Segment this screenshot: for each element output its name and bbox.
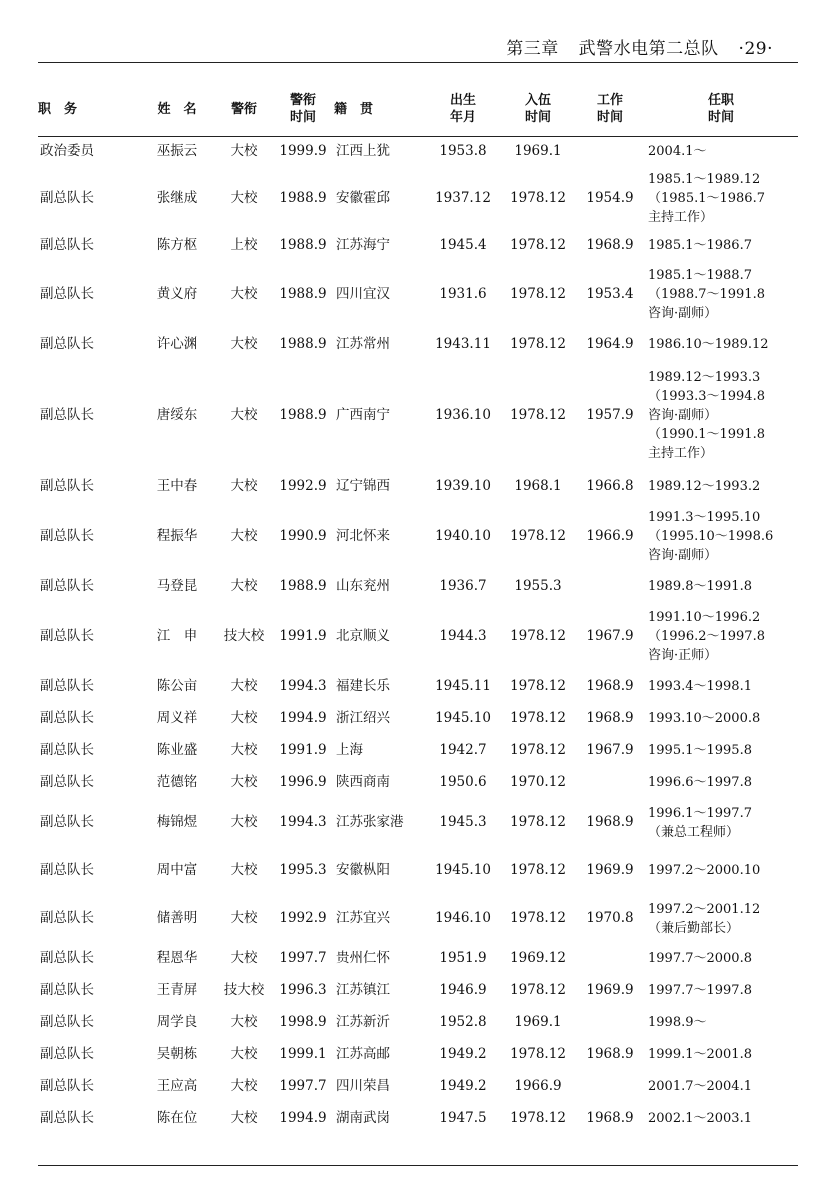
col-enlist-cell: 1969.1 <box>514 1014 562 1030</box>
col-native-place-cell: 浙江绍兴 <box>336 710 390 726</box>
col-birth-cell: 1946.10 <box>435 910 491 926</box>
chapter-label: 第三章 <box>506 39 559 59</box>
table-body <box>38 137 798 1135</box>
col-rank-cell: 大校 <box>230 1110 258 1126</box>
col-name-cell: 储善明 <box>156 910 198 926</box>
col-position-cell: 副总队长 <box>40 774 94 790</box>
col-native-place-cell: 山东兖州 <box>336 578 390 594</box>
col-work-cell: 1957.9 <box>586 407 634 423</box>
col-rank-cell: 大校 <box>230 814 258 830</box>
col-birth-cell: 1942.7 <box>439 742 487 758</box>
col-rank-date-cell: 1991.9 <box>279 628 327 644</box>
col-name-cell: 王中春 <box>156 478 198 494</box>
col-native-place-cell: 四川宜汉 <box>336 286 390 302</box>
table-header-row <box>38 82 798 137</box>
table-row <box>38 231 798 261</box>
col-rank-date-cell: 1995.3 <box>279 862 327 878</box>
col-term-cell: 1997.2～2001.12 （兼后勤部长） <box>648 901 761 936</box>
col-work-cell: 1968.9 <box>586 1110 634 1126</box>
col-term-cell: 1989.8～1991.8 <box>648 579 752 594</box>
col-name-cell: 陈公亩 <box>156 678 198 694</box>
col-work-cell: 1968.9 <box>586 710 634 726</box>
col-rank-cell: 大校 <box>230 862 258 878</box>
table-row <box>38 799 798 847</box>
col-position-cell: 副总队长 <box>40 1046 94 1062</box>
table-row <box>38 943 798 975</box>
col-name-cell: 黄义府 <box>156 286 198 302</box>
col-enlist-cell: 1978.12 <box>510 528 566 544</box>
col-enlist-cell: 1978.12 <box>510 190 566 206</box>
top-rule <box>38 62 798 63</box>
col-work-cell <box>576 767 644 799</box>
col-native-place-cell: 辽宁锦西 <box>336 478 390 494</box>
col-name-cell: 梅锦煜 <box>156 814 198 830</box>
col-rank-cell: 大校 <box>230 190 258 206</box>
table-row <box>38 329 798 361</box>
col-birth-cell: 1936.7 <box>439 578 487 594</box>
col-work-cell: 1954.9 <box>586 190 634 206</box>
col-enlist-cell: 1968.1 <box>514 478 562 494</box>
col-enlist-cell: 1978.12 <box>510 336 566 352</box>
col-work-cell: 1967.9 <box>586 628 634 644</box>
col-rank-cell: 大校 <box>230 678 258 694</box>
col-native-place-cell: 江苏新沂 <box>336 1014 390 1030</box>
col-rank-date-cell: 1988.9 <box>279 407 327 423</box>
col-position-header: 职 务 <box>38 82 138 137</box>
col-enlist-cell: 1978.12 <box>510 742 566 758</box>
col-name-cell: 王青屏 <box>156 982 198 998</box>
col-native-place-cell: 河北怀来 <box>336 528 390 544</box>
col-term-cell: 1995.1～1995.8 <box>648 743 752 758</box>
col-work-cell: 1967.9 <box>586 742 634 758</box>
col-rank-cell: 大校 <box>230 910 258 926</box>
col-native-place-cell: 贵州仁怀 <box>336 950 390 966</box>
col-birth-cell: 1949.2 <box>439 1078 487 1094</box>
table-row <box>38 261 798 329</box>
table-row <box>38 895 798 943</box>
col-native-place-cell: 江苏镇江 <box>336 982 390 998</box>
col-position-cell: 副总队长 <box>40 678 94 694</box>
col-name-cell: 范德铭 <box>156 774 198 790</box>
col-name-cell: 周义祥 <box>156 710 198 726</box>
col-work-cell <box>576 1007 644 1039</box>
table-row <box>38 571 798 603</box>
col-rank-date-cell: 1997.7 <box>279 950 327 966</box>
col-term-cell: 1991.10～1996.2 （1996.2～1997.8 咨询·正师） <box>648 610 765 663</box>
col-position-cell: 副总队长 <box>40 742 94 758</box>
col-native-place-cell: 江苏宜兴 <box>336 910 390 926</box>
col-position-cell: 副总队长 <box>40 407 94 423</box>
col-name-cell: 巫振云 <box>156 143 198 160</box>
col-rank-cell: 技大校 <box>223 982 265 998</box>
col-rank-date-cell: 1994.9 <box>279 1110 327 1126</box>
col-birth-cell: 1940.10 <box>435 528 491 544</box>
col-rank-cell: 大校 <box>230 407 258 423</box>
col-rank-date-cell: 1988.9 <box>279 237 327 253</box>
col-enlist-header: 入伍 时间 <box>500 82 576 137</box>
table-row <box>38 167 798 231</box>
table-row <box>38 735 798 767</box>
col-work-cell: 1968.9 <box>586 814 634 830</box>
col-enlist-cell: 1969.1 <box>514 143 562 160</box>
col-native-place-cell: 安徽霍邱 <box>336 190 390 206</box>
table-row <box>38 847 798 895</box>
col-rank-cell: 大校 <box>230 143 258 160</box>
table-row <box>38 1039 798 1071</box>
table-row <box>38 471 798 503</box>
col-birth-cell: 1936.10 <box>435 407 491 423</box>
table-row <box>38 671 798 703</box>
col-position-cell: 副总队长 <box>40 336 94 352</box>
col-position-cell: 政治委员 <box>40 143 94 160</box>
col-work-cell: 1966.9 <box>586 528 634 544</box>
col-term-cell: 2001.7～2004.1 <box>648 1079 752 1094</box>
col-enlist-cell: 1978.12 <box>510 678 566 694</box>
col-position-cell: 副总队长 <box>40 286 94 302</box>
col-birth-cell: 1952.8 <box>439 1014 487 1030</box>
col-rank-cell: 大校 <box>230 336 258 352</box>
col-native-place-cell: 江苏海宁 <box>336 237 390 253</box>
col-work-cell: 1968.9 <box>586 678 634 694</box>
table-row <box>38 137 798 167</box>
col-name-cell: 王应高 <box>156 1078 198 1094</box>
col-birth-cell: 1950.6 <box>439 774 487 790</box>
col-enlist-cell: 1978.12 <box>510 862 566 878</box>
col-enlist-cell: 1966.9 <box>514 1078 562 1094</box>
col-position-cell: 副总队长 <box>40 190 94 206</box>
col-position-cell: 副总队长 <box>40 710 94 726</box>
col-term-cell: 1985.1～1989.12 （1985.1～1986.7 主持工作） <box>648 172 765 225</box>
col-birth-cell: 1951.9 <box>439 950 487 966</box>
table-row <box>38 1007 798 1039</box>
bottom-rule <box>38 1165 798 1166</box>
col-native-place-cell: 江西上犹 <box>336 143 390 160</box>
col-enlist-cell: 1978.12 <box>510 407 566 423</box>
table-row <box>38 361 798 471</box>
col-rank-date-cell: 1991.9 <box>279 742 327 758</box>
col-rank-date-cell: 1999.1 <box>279 1046 327 1062</box>
col-rank-date-cell: 1997.7 <box>279 1078 327 1094</box>
col-native-place-cell: 湖南武岗 <box>336 1110 390 1126</box>
table-row <box>38 703 798 735</box>
table-row <box>38 503 798 571</box>
col-name-cell: 陈在位 <box>156 1110 198 1126</box>
col-name-cell: 程振华 <box>156 528 198 544</box>
col-name-cell: 江 申 <box>156 628 198 644</box>
col-rank-cell: 技大校 <box>223 628 265 644</box>
col-position-cell: 副总队长 <box>40 528 94 544</box>
col-birth-cell: 1945.11 <box>435 678 491 694</box>
col-work-cell: 1969.9 <box>586 982 634 998</box>
col-native-place-cell: 江苏高邮 <box>336 1046 390 1062</box>
col-position-cell: 副总队长 <box>40 478 94 494</box>
col-native-place-cell: 陕西商南 <box>336 774 390 790</box>
col-enlist-cell: 1978.12 <box>510 910 566 926</box>
col-position-cell: 副总队长 <box>40 1110 94 1126</box>
col-name-cell: 许心渊 <box>156 336 198 352</box>
col-rank-cell: 大校 <box>230 286 258 302</box>
col-native-place-cell: 上海 <box>336 742 363 758</box>
col-native-place-cell: 北京顺义 <box>336 628 390 644</box>
col-enlist-cell: 1978.12 <box>510 628 566 644</box>
col-work-cell: 1968.9 <box>586 237 634 253</box>
col-position-cell: 副总队长 <box>40 1014 94 1030</box>
col-enlist-cell: 1978.12 <box>510 710 566 726</box>
personnel-table <box>38 82 798 1135</box>
col-enlist-cell: 1978.12 <box>510 286 566 302</box>
col-name-cell: 陈业盛 <box>156 742 198 758</box>
col-name-cell: 周学良 <box>156 1014 198 1030</box>
col-native-place-cell: 广西南宁 <box>336 407 390 423</box>
col-term-cell: 1989.12～1993.2 <box>648 479 761 494</box>
col-birth-cell: 1944.3 <box>439 628 487 644</box>
table-row <box>38 603 798 671</box>
col-rank-cell: 大校 <box>230 774 258 790</box>
col-birth-cell: 1937.12 <box>435 190 491 206</box>
col-term-cell: 1997.7～2000.8 <box>648 951 752 966</box>
col-native-place-cell: 福建长乐 <box>336 678 390 694</box>
col-term-cell: 1998.9～ <box>648 1015 707 1030</box>
col-birth-cell: 1947.5 <box>439 1110 487 1126</box>
col-birth-cell: 1945.10 <box>435 710 491 726</box>
page-number: ·29· <box>738 39 773 59</box>
col-rank-cell: 大校 <box>230 1046 258 1062</box>
col-name-cell: 周中富 <box>156 862 198 878</box>
col-work-cell <box>576 137 644 167</box>
col-name-cell: 马登昆 <box>156 578 198 594</box>
col-term-cell: 1999.1～2001.8 <box>648 1047 752 1062</box>
col-work-cell: 1969.9 <box>586 862 634 878</box>
col-rank-date-cell: 1992.9 <box>279 910 327 926</box>
col-enlist-cell: 1969.12 <box>510 950 566 966</box>
col-term-cell: 1985.1～1986.7 <box>648 238 752 253</box>
col-work-cell: 1970.8 <box>586 910 634 926</box>
col-rank-date-cell: 1996.9 <box>279 774 327 790</box>
col-position-cell: 副总队长 <box>40 862 94 878</box>
col-name-cell: 张继成 <box>156 190 198 206</box>
col-birth-cell: 1946.9 <box>439 982 487 998</box>
col-rank-date-cell: 1996.3 <box>279 982 327 998</box>
col-rank-date-cell: 1994.3 <box>279 814 327 830</box>
col-position-cell: 副总队长 <box>40 910 94 926</box>
col-term-cell: 2004.1～ <box>648 144 707 160</box>
col-rank-date-cell: 1999.9 <box>279 143 327 160</box>
col-work-cell: 1968.9 <box>586 1046 634 1062</box>
col-birth-cell: 1931.6 <box>439 286 487 302</box>
col-birth-header: 出生 年月 <box>426 82 500 137</box>
col-rank-cell: 大校 <box>230 950 258 966</box>
col-birth-cell: 1945.3 <box>439 814 487 830</box>
col-rank-date-cell: 1990.9 <box>279 528 327 544</box>
col-rank-date-cell: 1998.9 <box>279 1014 327 1030</box>
col-position-cell: 副总队长 <box>40 982 94 998</box>
col-enlist-cell: 1978.12 <box>510 1110 566 1126</box>
col-rank-cell: 大校 <box>230 478 258 494</box>
col-name-cell: 陈方枢 <box>156 237 198 253</box>
page-header <box>492 34 773 59</box>
col-term-cell: 1991.3～1995.10 （1995.10～1998.6 咨询·副师） <box>648 510 774 563</box>
col-rank-date-cell: 1992.9 <box>279 478 327 494</box>
col-term-cell: 1989.12～1993.3 （1993.3～1994.8 咨询·副师） （1990.1～1991.8 主持工作） <box>648 370 765 461</box>
col-term-cell: 1993.4～1998.1 <box>648 679 752 694</box>
col-rank-cell: 大校 <box>230 578 258 594</box>
col-rank-date-cell: 1994.9 <box>279 710 327 726</box>
col-term-cell: 1996.6～1997.8 <box>648 775 752 790</box>
col-birth-cell: 1939.10 <box>435 478 491 494</box>
col-work-cell <box>576 943 644 975</box>
col-native-place-cell: 江苏张家港 <box>336 814 404 830</box>
col-position-cell: 副总队长 <box>40 237 94 253</box>
table-row <box>38 767 798 799</box>
col-position-cell: 副总队长 <box>40 578 94 594</box>
col-term-cell: 2002.1～2003.1 <box>648 1111 752 1126</box>
col-enlist-cell: 1978.12 <box>510 237 566 253</box>
col-name-cell: 唐绥东 <box>156 407 198 423</box>
col-term-cell: 1997.7～1997.8 <box>648 983 752 998</box>
col-rank-date-cell: 1994.3 <box>279 678 327 694</box>
col-term-cell: 1993.10～2000.8 <box>648 711 761 726</box>
col-native-place-header: 籍 贯 <box>334 82 426 137</box>
col-native-place-cell: 江苏常州 <box>336 336 390 352</box>
col-enlist-cell: 1978.12 <box>510 814 566 830</box>
col-rank-cell: 大校 <box>230 742 258 758</box>
col-rank-date-cell: 1988.9 <box>279 286 327 302</box>
col-work-cell: 1953.4 <box>586 286 634 302</box>
col-term-cell: 1996.1～1997.7 （兼总工程师） <box>648 805 752 840</box>
col-enlist-cell: 1955.3 <box>514 578 562 594</box>
col-work-cell: 1966.8 <box>586 478 634 494</box>
col-rank-date-header: 警衔 时间 <box>272 82 334 137</box>
table-row <box>38 975 798 1007</box>
col-birth-cell: 1943.11 <box>435 336 491 352</box>
col-rank-date-cell: 1988.9 <box>279 336 327 352</box>
col-term-cell: 1985.1～1988.7 （1988.7～1991.8 咨询·副师） <box>648 268 765 321</box>
col-term-header: 任职 时间 <box>644 82 798 137</box>
col-enlist-cell: 1970.12 <box>510 774 566 790</box>
col-native-place-cell: 安徽枞阳 <box>336 862 390 878</box>
col-rank-cell: 大校 <box>230 1014 258 1030</box>
table-row <box>38 1071 798 1103</box>
col-work-cell <box>576 571 644 603</box>
col-birth-cell: 1949.2 <box>439 1046 487 1062</box>
col-position-cell: 副总队长 <box>40 950 94 966</box>
col-term-cell: 1997.2～2000.10 <box>648 863 761 878</box>
col-rank-cell: 上校 <box>230 237 258 253</box>
col-native-place-cell: 四川荣昌 <box>336 1078 390 1094</box>
col-name-header: 姓 名 <box>138 82 216 137</box>
col-work-cell: 1964.9 <box>586 336 634 352</box>
col-enlist-cell: 1978.12 <box>510 982 566 998</box>
col-birth-cell: 1945.10 <box>435 862 491 878</box>
col-rank-cell: 大校 <box>230 710 258 726</box>
col-work-cell <box>576 1071 644 1103</box>
col-birth-cell: 1945.4 <box>439 237 487 253</box>
col-rank-header: 警衔 <box>216 82 272 137</box>
col-rank-date-cell: 1988.9 <box>279 578 327 594</box>
col-position-cell: 副总队长 <box>40 1078 94 1094</box>
col-rank-cell: 大校 <box>230 1078 258 1094</box>
table-row <box>38 1103 798 1135</box>
col-term-cell: 1986.10～1989.12 <box>648 337 769 352</box>
col-rank-date-cell: 1988.9 <box>279 190 327 206</box>
col-work-header: 工作 时间 <box>576 82 644 137</box>
col-enlist-cell: 1978.12 <box>510 1046 566 1062</box>
col-name-cell: 程恩华 <box>156 950 198 966</box>
col-position-cell: 副总队长 <box>40 628 94 644</box>
col-birth-cell: 1953.8 <box>439 143 487 160</box>
col-rank-cell: 大校 <box>230 528 258 544</box>
section-title: 武警水电第二总队 <box>578 39 719 59</box>
col-name-cell: 吴朝栋 <box>156 1046 198 1062</box>
col-position-cell: 副总队长 <box>40 814 94 830</box>
